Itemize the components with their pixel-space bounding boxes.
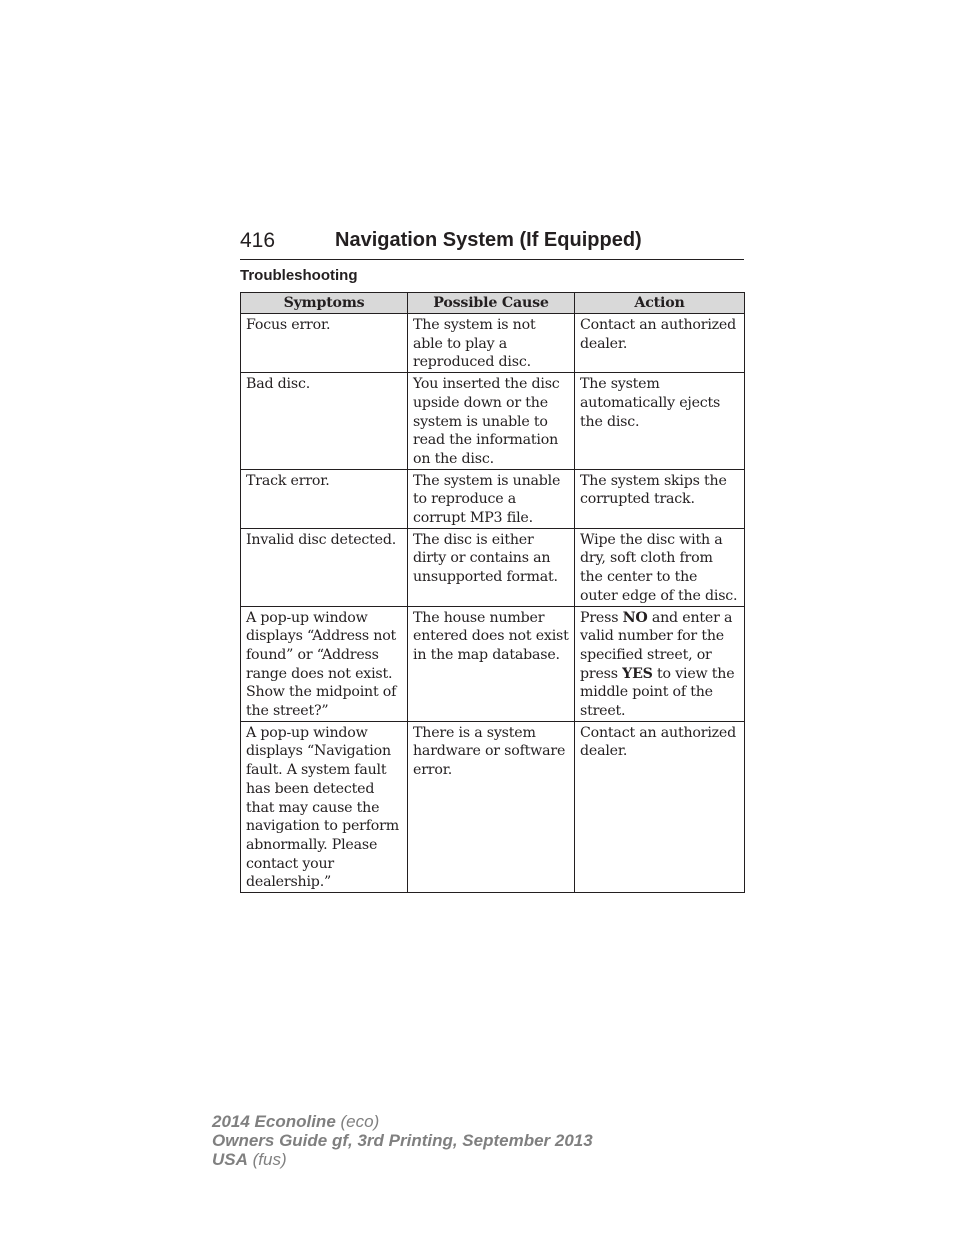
action-cell: Contact an authorized dealer. [575, 721, 745, 892]
symptom-cell: Track error. [241, 469, 408, 528]
section-title: Troubleshooting [240, 267, 358, 284]
table-row [241, 314, 745, 373]
action-text: and enter a valid number for the specified street, or press [580, 609, 733, 682]
footer-model: 2014 Econoline [212, 1112, 336, 1131]
page-footer [212, 1112, 593, 1169]
action-text: to view the middle point of the street. [580, 665, 735, 720]
table-row [241, 721, 745, 892]
page-number: 416 [240, 229, 276, 252]
cause-cell: The system is not able to play a reproduced disc. [408, 314, 575, 373]
cause-cell: The house number entered does not exist in the map database. [408, 606, 575, 721]
yes-key-label: YES [622, 665, 653, 682]
footer-market-line [212, 1150, 593, 1169]
cause-cell: You inserted the disc upside down or the system is unable to read the information on the disc. [408, 373, 575, 470]
table-row [241, 469, 745, 528]
action-cell: The system skips the corrupted track. [575, 469, 745, 528]
column-header-action: Action [575, 293, 745, 314]
footer-guide: Owners Guide gf, 3rd Printing, September 2013 [212, 1131, 593, 1150]
action-cell: Contact an authorized dealer. [575, 314, 745, 373]
column-header-possible-cause: Possible Cause [408, 293, 575, 314]
footer-market-code: (fus) [252, 1150, 287, 1169]
cause-cell: The disc is either dirty or contains an unsupported format. [408, 528, 575, 606]
footer-guide-line [212, 1131, 593, 1150]
table-row [241, 528, 745, 606]
page-header [240, 228, 744, 260]
table-row [241, 373, 745, 470]
symptom-cell: Bad disc. [241, 373, 408, 470]
action-text: Press [580, 609, 623, 626]
action-cell: The system automatically ejects the disc. [575, 373, 745, 470]
cause-cell: There is a system hardware or software error. [408, 721, 575, 892]
symptom-cell: Invalid disc detected. [241, 528, 408, 606]
symptom-cell: A pop-up window displays “Address not found” or “Address range does not exist. Show the midpoint of the street?” [241, 606, 408, 721]
footer-model-code: (eco) [340, 1112, 380, 1131]
action-cell [575, 606, 745, 721]
column-header-symptoms: Symptoms [241, 293, 408, 314]
cause-cell: The system is unable to reproduce a corrupt MP3 file. [408, 469, 575, 528]
action-cell: Wipe the disc with a dry, soft cloth from the center to the outer edge of the disc. [575, 528, 745, 606]
table-row [241, 606, 745, 721]
chapter-title: Navigation System (If Equipped) [335, 229, 642, 251]
table-header-row [241, 293, 745, 314]
symptom-cell: A pop-up window displays “Navigation fault. A system fault has been detected that may cause the navigation to perform abnormally. Please contact your dealership.” [241, 721, 408, 892]
troubleshooting-table [240, 292, 745, 893]
footer-model-line [212, 1112, 593, 1131]
footer-market: USA [212, 1150, 248, 1169]
symptom-cell: Focus error. [241, 314, 408, 373]
no-key-label: NO [622, 609, 648, 626]
